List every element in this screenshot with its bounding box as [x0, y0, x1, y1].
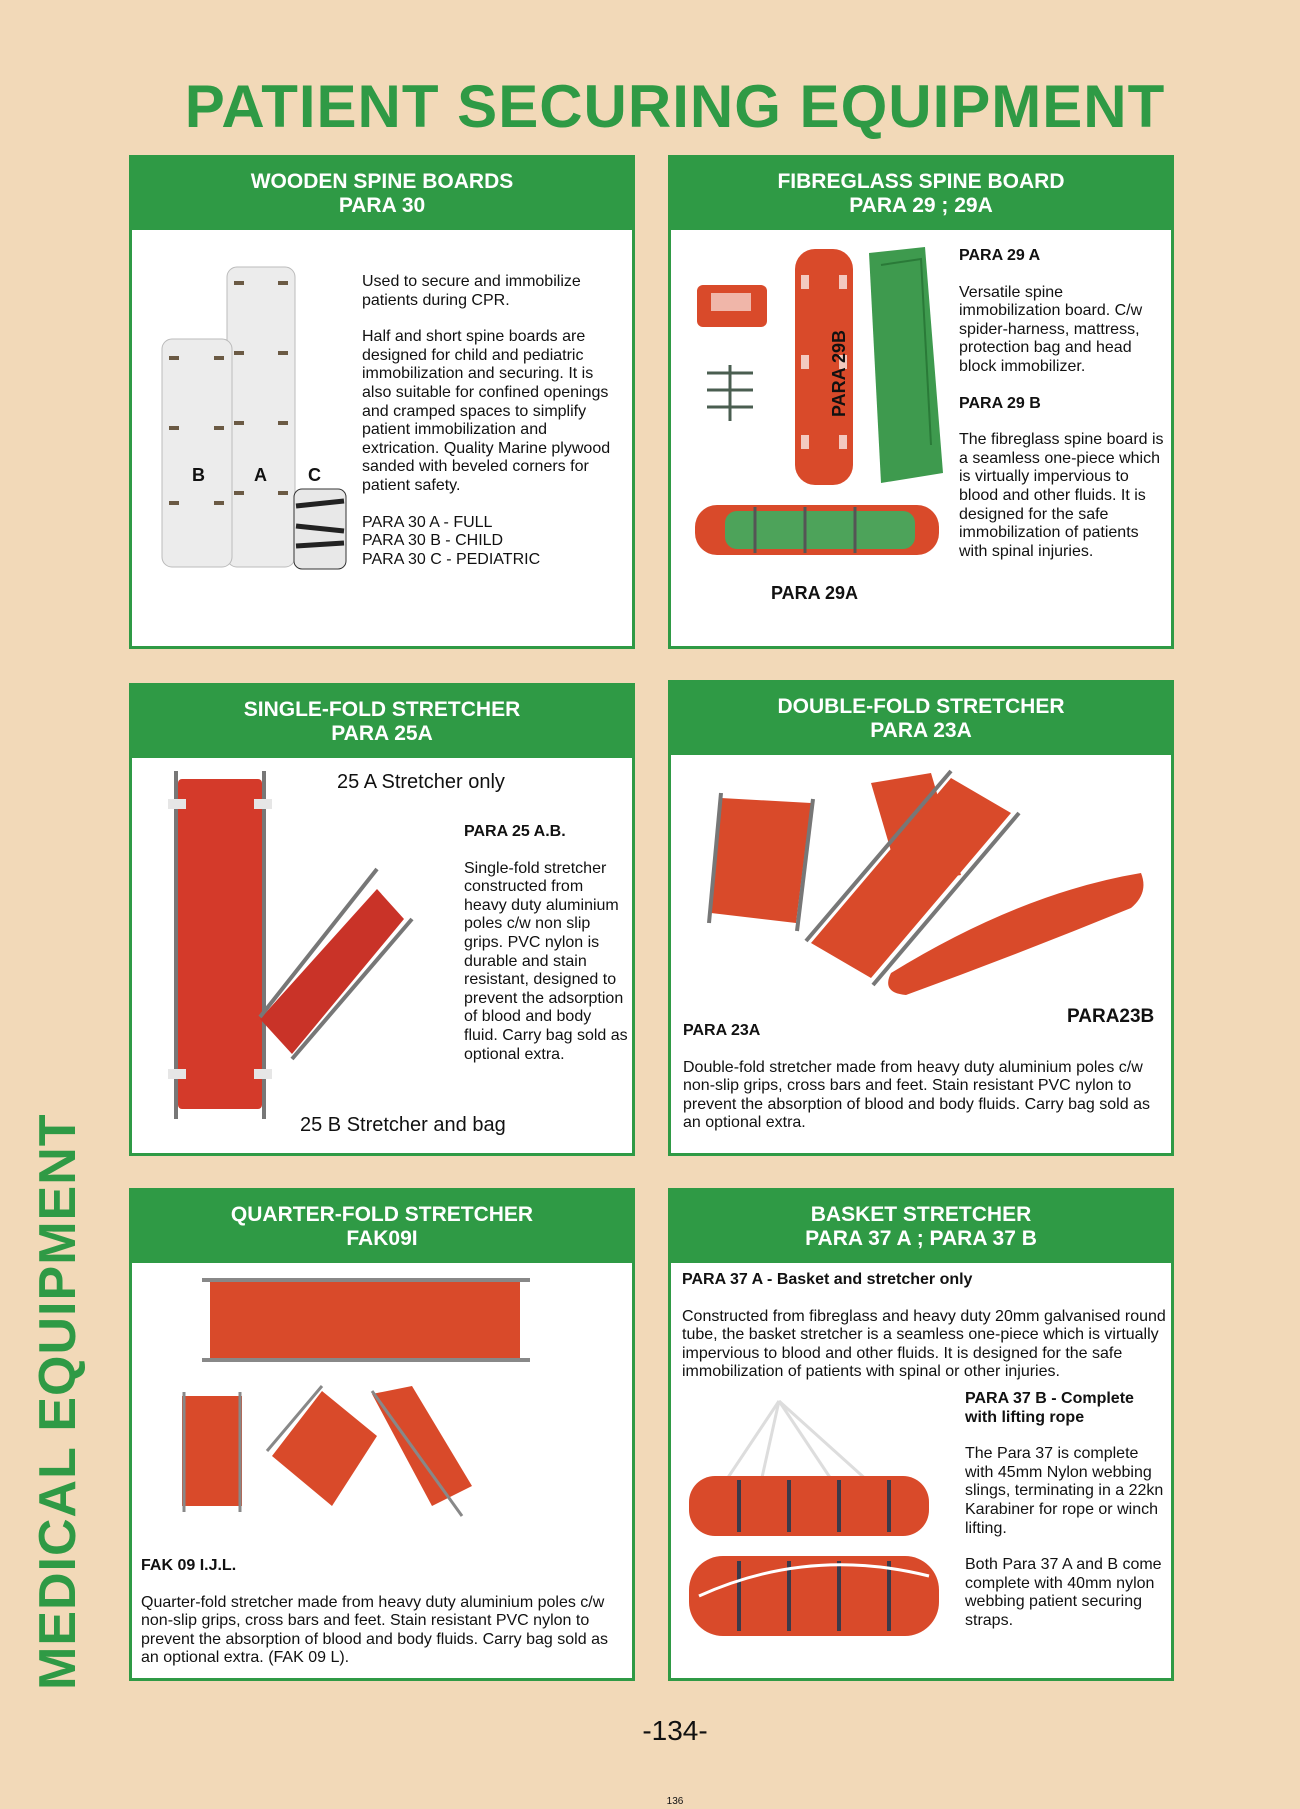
- board-label-c: C: [308, 465, 321, 485]
- panel-code: PARA 30: [338, 194, 426, 217]
- product-description: Single-fold stretcher constructed from heavy duty aluminium poles c/w non slip grips. PVC nylon is durable and stain resistant, designed to prevent the adsorption of blood and body fluid. Carry bag sold as optional extra.: [464, 859, 628, 1063]
- product-heading: PARA 29 A: [959, 247, 1041, 264]
- board-label: PARA 29B: [829, 329, 850, 418]
- panel-description: [959, 247, 1167, 561]
- panel-title: SINGLE-FOLD STRETCHER: [243, 698, 521, 721]
- product-description: Double-fold stretcher made from heavy duty aluminium poles c/w non-slip grips, cross bars and feet. Stain resistant PVC nylon to prevent the absorption of blood and body fluids. Carry bag sold as an optional extra.: [683, 1058, 1150, 1132]
- product-heading: PARA 37 B - Complete with lifting rope: [965, 1390, 1134, 1426]
- panel-code: PARA 29 ; 29A: [849, 194, 993, 217]
- fibreglass-spine-board-image: [685, 245, 955, 565]
- panel-header: [132, 1191, 632, 1263]
- product-description: The fibreglass spine board is a seamless one-piece which is virtually impervious to blood and other fluids. It is designed for the safe immobilization of patients with spinal injuries.: [959, 431, 1164, 560]
- panel-wooden-spine-boards: [129, 155, 635, 649]
- panel-header: [132, 686, 632, 758]
- panel-double-fold-stretcher: [668, 680, 1174, 1156]
- panel-single-fold-stretcher: [129, 683, 635, 1156]
- panel-code: PARA 23A: [870, 719, 972, 742]
- board-label-a: A: [254, 465, 267, 485]
- bag-label: PARA23B: [1067, 1006, 1155, 1027]
- product-heading: PARA 37 A - Basket and stretcher only: [682, 1271, 973, 1288]
- panel-intro: [682, 1271, 1168, 1382]
- panel-quarter-fold-stretcher: [129, 1188, 635, 1681]
- quarter-fold-stretcher-image: [162, 1276, 602, 1546]
- panel-basket-stretcher: [668, 1188, 1174, 1681]
- panel-description: [464, 823, 628, 1064]
- panel-description: [965, 1390, 1165, 1631]
- panel-header: [132, 158, 632, 230]
- side-section-label: MEDICAL EQUIPMENT: [29, 1113, 87, 1690]
- product-description: Constructed from fibreglass and heavy duty 20mm galvanised round tube, the basket stretcher is a seamless one-piece which is virtually impervious to blood and other fluids. It is designed for the safe immobilization of patients with spinal or other injuries.: [682, 1307, 1166, 1381]
- product-heading: PARA 25 A.B.: [464, 823, 566, 840]
- description-intro: Used to secure and immobilize patients during CPR.: [362, 273, 581, 309]
- panel-header: [671, 1191, 1171, 1263]
- panel-code: FAK09I: [346, 1227, 418, 1250]
- folio-number: 136: [666, 1796, 684, 1807]
- product-list-item: PARA 30 A - FULL: [362, 513, 493, 531]
- product-heading: PARA 29 B: [959, 394, 1041, 412]
- panel-title: BASKET STRETCHER: [810, 1203, 1032, 1226]
- board-label-b: B: [192, 465, 205, 485]
- panel-description: [141, 1557, 621, 1668]
- double-fold-stretcher-image: [701, 763, 1141, 993]
- wooden-spine-boards-image: [154, 261, 374, 601]
- product-description: Versatile spine immobilization board. C/w spider-harness, mattress, protection bag and head block immobilizer.: [959, 283, 1143, 375]
- panel-title: DOUBLE-FOLD STRETCHER: [777, 695, 1065, 718]
- product-list-item: PARA 30 C - PEDIATRIC: [362, 550, 541, 568]
- panel-title: FIBREGLASS SPINE BOARD: [777, 170, 1065, 193]
- panel-code: PARA 37 A ; PARA 37 B: [805, 1227, 1037, 1250]
- panel-title: WOODEN SPINE BOARDS: [250, 170, 514, 193]
- panel-description: [362, 273, 624, 569]
- page-number: -134-: [642, 1715, 708, 1746]
- product-list-item: PARA 30 B - CHILD: [362, 532, 504, 550]
- caption-stretcher-and-bag: 25 B Stretcher and bag: [300, 1114, 506, 1136]
- page-title: PATIENT SECURING EQUIPMENT: [184, 73, 1166, 140]
- panel-header: [671, 158, 1171, 230]
- product-heading: FAK 09 I.J.L.: [141, 1557, 237, 1574]
- panel-description: [683, 1022, 1165, 1133]
- single-fold-stretcher-image: [142, 769, 412, 1129]
- panel-fibreglass-spine-board: [668, 155, 1174, 649]
- panel-title: QUARTER-FOLD STRETCHER: [230, 1203, 534, 1226]
- basket-stretcher-image: [679, 1396, 959, 1656]
- product-description: The Para 37 is complete with 45mm Nylon webbing slings, terminating in a 22kn Karabiner for rope or winch lifting.: [965, 1445, 1164, 1537]
- product-description: Both Para 37 A and B come complete with 40mm nylon webbing patient securing straps.: [965, 1556, 1162, 1629]
- image-caption: PARA 29A: [771, 583, 859, 603]
- product-heading: PARA 23A: [683, 1022, 761, 1039]
- product-description: Quarter-fold stretcher made from heavy duty aluminium poles c/w non-slip grips, cross bars and feet. Stain resistant PVC nylon to prevent the absorption of blood and body fluids. Carry bag sold as an optional extra. (FAK 09 L).: [141, 1593, 608, 1667]
- panel-code: PARA 25A: [331, 722, 433, 745]
- panel-header: [671, 683, 1171, 755]
- caption-stretcher-only: 25 A Stretcher only: [337, 771, 505, 793]
- description-detail: Half and short spine boards are designed for child and pediatric immobilization and securing. It is also suitable for confined openings and cramped spaces to simplify patient immobilization and extrication. Quality Marine plywood sanded with beveled corners for patient safety.: [362, 328, 611, 494]
